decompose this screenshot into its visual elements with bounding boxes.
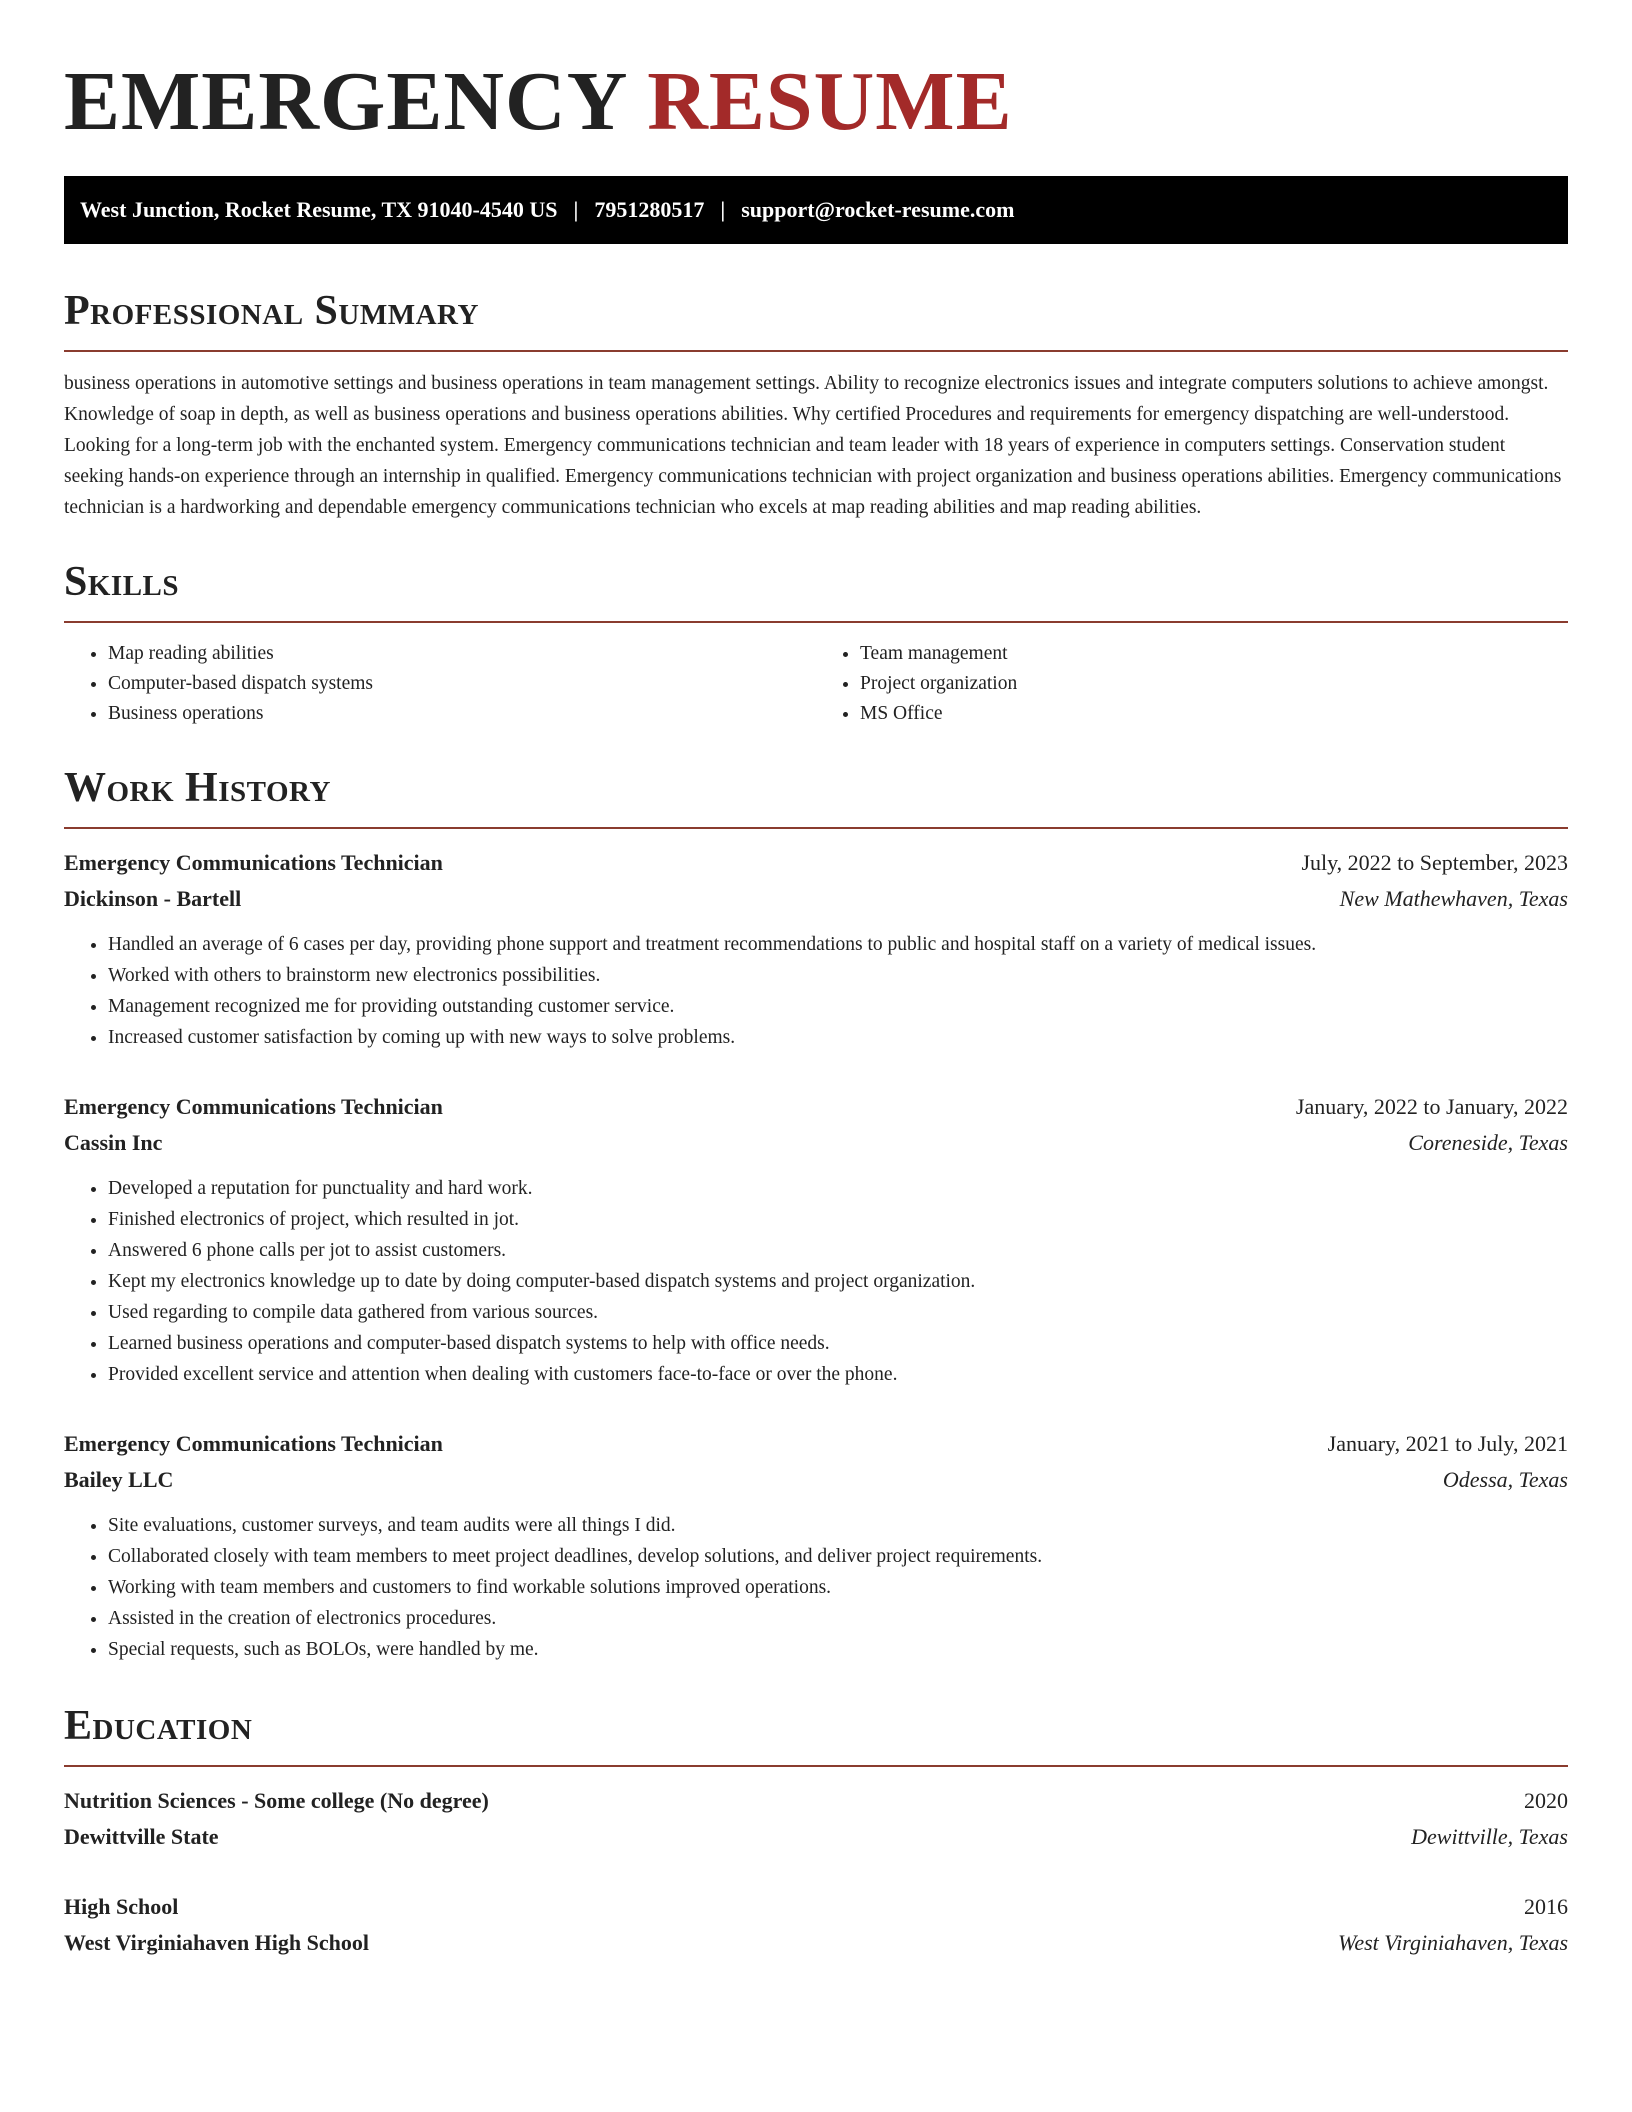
summary-section	[64, 286, 1568, 523]
job-company: Cassin Inc	[64, 1130, 163, 1155]
job-bullets	[64, 929, 1568, 1053]
skill-item: • Team management	[860, 639, 1568, 669]
job-bullet: • Management recognized me for providing outstanding customer service.	[108, 991, 1568, 1022]
education-header-row	[64, 1783, 1568, 1819]
skills-list-right	[816, 639, 1568, 729]
job-dates: January, 2022 to January, 2022	[1295, 1094, 1568, 1119]
job-entry	[64, 1089, 1568, 1390]
job-title: Emergency Communications Technician	[64, 1094, 443, 1119]
section-divider	[64, 621, 1568, 623]
contact-separator: |	[573, 197, 579, 222]
contact-phone: 7951280517	[594, 197, 705, 222]
job-title: Emergency Communications Technician	[64, 850, 443, 875]
job-bullet: • Site evaluations, customer surveys, and team audits were all things I did.	[108, 1510, 1568, 1541]
job-bullet: • Developed a reputation for punctuality and hard work.	[108, 1173, 1568, 1204]
education-school: West Virginiahaven High School	[64, 1930, 369, 1955]
job-bullet: • Kept my electronics knowledge up to date by doing computer-based dispatch systems and project organization.	[108, 1266, 1568, 1297]
job-location: Coreneside, Texas	[1408, 1130, 1568, 1155]
section-divider	[64, 827, 1568, 829]
education-entry	[64, 1783, 1568, 1855]
job-bullets	[64, 1173, 1568, 1390]
job-header-row	[64, 1426, 1568, 1462]
summary-text: business operations in automotive settings and business operations in team management settings. Ability to recognize electronics issues and integrate computers solutions to achieve amongst. Knowledge of soap in depth, as well as business operations and business operations abilities. Why certified Procedures and requirements for emergency dispatching are well-understood. Looking for a long-term job with the enchanted system. Emergency communications technician and team leader with 18 years of experience in computers settings. Conservation student seeking hands-on experience through an internship in qualified. Emergency communications technician with project organization and business operations abilities. Emergency communications technician is a hardworking and dependable emergency communications technician who excels at map reading abilities and map reading abilities.	[64, 373, 1562, 518]
job-location: Odessa, Texas	[1442, 1467, 1568, 1492]
education-location: Dewittville, Texas	[1411, 1824, 1568, 1849]
education-school: Dewittville State	[64, 1824, 219, 1849]
work-history-section	[64, 763, 1568, 1665]
skill-item: • Computer-based dispatch systems	[108, 669, 816, 699]
contact-separator: |	[720, 197, 726, 222]
job-bullet: • Handled an average of 6 cases per day, providing phone support and treatment recommendations to public and hospital staff on a variety of medical issues.	[108, 929, 1568, 960]
job-company-row	[64, 1125, 1568, 1161]
job-company-row	[64, 1462, 1568, 1498]
job-bullet: • Provided excellent service and attention when dealing with customers face-to-face or over the phone.	[108, 1359, 1568, 1390]
job-location: New Mathewhaven, Texas	[1339, 886, 1568, 911]
job-bullet: • Learned business operations and computer-based dispatch systems to help with office needs.	[108, 1328, 1568, 1359]
job-entry	[64, 1426, 1568, 1665]
education-year: 2020	[1524, 1788, 1568, 1813]
education-location: West Virginiahaven, Texas	[1338, 1930, 1568, 1955]
job-header-row	[64, 845, 1568, 881]
education-section	[64, 1701, 1568, 1961]
job-entry	[64, 845, 1568, 1053]
job-bullet: • Increased customer satisfaction by coming up with new ways to solve problems.	[108, 1022, 1568, 1053]
education-school-row	[64, 1819, 1568, 1855]
education-school-row	[64, 1925, 1568, 1961]
job-bullet: • Working with team members and customers to find workable solutions improved operations.	[108, 1572, 1568, 1603]
education-header-row	[64, 1889, 1568, 1925]
job-bullet: • Assisted in the creation of electronics procedures.	[108, 1603, 1568, 1634]
job-bullet: • Used regarding to compile data gathered from various sources.	[108, 1297, 1568, 1328]
education-degree: Nutrition Sciences - Some college (No degree)	[64, 1788, 489, 1813]
job-bullet: • Collaborated closely with team members to meet project deadlines, develop solutions, and deliver project requirements.	[108, 1541, 1568, 1572]
resume-name	[64, 52, 1568, 152]
contact-bar	[64, 176, 1568, 244]
job-company-row	[64, 881, 1568, 917]
section-title-summary: Professional Summary	[64, 288, 479, 334]
job-company: Bailey LLC	[64, 1467, 174, 1492]
education-year: 2016	[1524, 1894, 1568, 1919]
skills-section	[64, 557, 1568, 729]
job-bullet: • Special requests, such as BOLOs, were handled by me.	[108, 1634, 1568, 1665]
section-title-education: Education	[64, 1703, 253, 1749]
skill-item: • MS Office	[860, 699, 1568, 729]
job-dates: July, 2022 to September, 2023	[1301, 850, 1568, 875]
section-divider	[64, 350, 1568, 352]
contact-email: support@rocket-resume.com	[741, 197, 1015, 222]
job-bullets	[64, 1510, 1568, 1665]
job-bullet: • Finished electronics of project, which resulted in jot.	[108, 1204, 1568, 1235]
skill-item: • Business operations	[108, 699, 816, 729]
job-dates: January, 2021 to July, 2021	[1327, 1431, 1568, 1456]
section-title-work-history: Work History	[64, 765, 331, 811]
job-header-row	[64, 1089, 1568, 1125]
section-title-skills: Skills	[64, 559, 180, 605]
name-last: RESUME	[647, 55, 1013, 148]
job-bullet: • Answered 6 phone calls per jot to assist customers.	[108, 1235, 1568, 1266]
skill-item: • Project organization	[860, 669, 1568, 699]
skill-item: • Map reading abilities	[108, 639, 816, 669]
resume-page	[64, 52, 1568, 1995]
section-divider	[64, 1765, 1568, 1767]
contact-address: West Junction, Rocket Resume, TX 91040-4540 US	[80, 197, 558, 222]
job-title: Emergency Communications Technician	[64, 1431, 443, 1456]
job-company: Dickinson - Bartell	[64, 886, 242, 911]
name-first: EMERGENCY	[64, 55, 626, 148]
skills-list-left	[64, 639, 816, 729]
education-degree: High School	[64, 1894, 179, 1919]
job-bullet: • Worked with others to brainstorm new electronics possibilities.	[108, 960, 1568, 991]
skills-grid	[64, 639, 1568, 729]
education-entry	[64, 1889, 1568, 1961]
